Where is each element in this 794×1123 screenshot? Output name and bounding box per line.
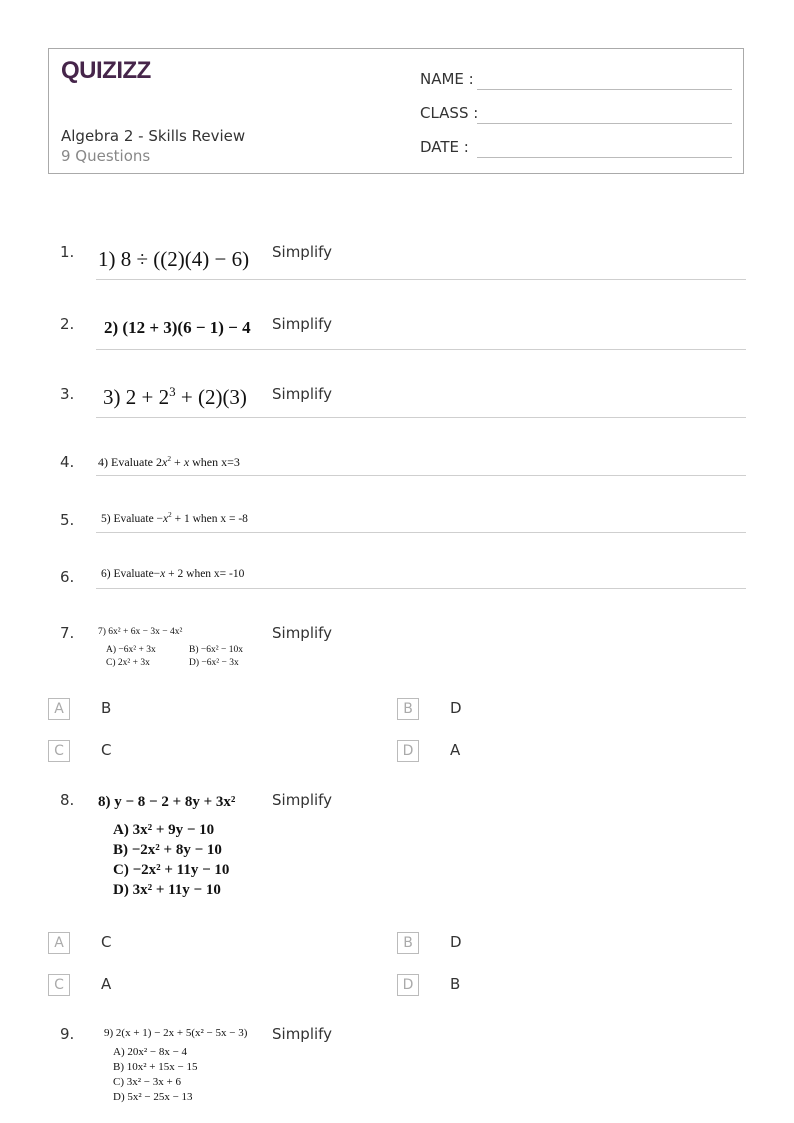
option-text: C bbox=[101, 741, 112, 759]
question-number: 7. bbox=[60, 624, 75, 642]
choice-c: C) −2x² + 11y − 10 bbox=[113, 862, 230, 878]
question-number: 1. bbox=[60, 243, 75, 261]
question-number: 2. bbox=[60, 315, 75, 333]
option-text: B bbox=[450, 975, 461, 993]
question-text: Simplify bbox=[272, 791, 333, 809]
choice-d: D) 3x² + 11y − 10 bbox=[113, 882, 221, 898]
question-7-stem: 7) 6x² + 6x − 3x − 4x² bbox=[98, 627, 183, 637]
choice-c: C) 2x² + 3x bbox=[106, 658, 150, 668]
question-text: Simplify bbox=[272, 624, 333, 642]
choice-b: B) −2x² + 8y − 10 bbox=[113, 842, 222, 858]
option-letter-box[interactable]: D bbox=[397, 740, 419, 762]
quizizz-logo: QUIZIZZ bbox=[61, 57, 151, 84]
option-letter-box[interactable]: A bbox=[48, 698, 70, 720]
option-letter-box[interactable]: B bbox=[397, 932, 419, 954]
question-number: 8. bbox=[60, 791, 75, 809]
choice-a: A) 3x² + 9y − 10 bbox=[113, 822, 215, 838]
option-letter-box[interactable]: B bbox=[397, 698, 419, 720]
option-letter-box[interactable]: A bbox=[48, 932, 70, 954]
worksheet-title: Algebra 2 - Skills Review bbox=[61, 127, 246, 145]
separator bbox=[96, 349, 746, 350]
question-number: 4. bbox=[60, 453, 75, 471]
option-text: B bbox=[101, 699, 112, 717]
question-3-image: 3) $2 + 2^3 + (2)(3)$ bbox=[103, 384, 247, 409]
date-label: DATE : bbox=[420, 138, 469, 156]
option-text: D bbox=[450, 699, 462, 717]
separator bbox=[96, 417, 746, 418]
worksheet-header bbox=[48, 48, 744, 174]
question-5-image: 5) Evaluate $-x^2 + 1$ when x = -8 bbox=[101, 511, 248, 525]
choice-b: B) −6x² − 10x bbox=[189, 645, 243, 655]
question-number: 3. bbox=[60, 385, 75, 403]
option-text: A bbox=[101, 975, 112, 993]
choice-b: B) 10x² + 15x − 15 bbox=[113, 1061, 198, 1073]
class-label: CLASS : bbox=[420, 104, 479, 122]
option-text: C bbox=[101, 933, 112, 951]
date-field[interactable] bbox=[420, 136, 740, 158]
question-1-image: 1) 8 ÷ ((2)(4) − 6) bbox=[98, 247, 250, 271]
choice-a: A) 20x² − 8x − 4 bbox=[113, 1046, 188, 1058]
question-9-choices bbox=[113, 1045, 197, 1105]
choice-d: D) −6x² − 3x bbox=[189, 658, 239, 668]
question-2-image: 2) (12 + 3)(6 − 1) − 4 bbox=[104, 318, 251, 337]
name-label: NAME : bbox=[420, 70, 474, 88]
option-letter-box[interactable]: C bbox=[48, 974, 70, 996]
question-4-image: 4) Evaluate $2x^2 + x$ when x=3 bbox=[98, 454, 240, 469]
separator bbox=[96, 279, 746, 280]
question-text: Simplify bbox=[272, 1025, 333, 1043]
choice-c: C) 3x² − 3x + 6 bbox=[113, 1076, 181, 1088]
question-text: Simplify bbox=[272, 243, 333, 261]
option-text: A bbox=[450, 741, 461, 759]
name-line[interactable] bbox=[477, 89, 732, 90]
question-8-choices bbox=[113, 820, 229, 900]
question-count: 9 Questions bbox=[61, 147, 151, 165]
question-text: Simplify bbox=[272, 385, 333, 403]
separator bbox=[96, 532, 746, 533]
option-text: D bbox=[450, 933, 462, 951]
option-letter-box[interactable]: C bbox=[48, 740, 70, 762]
question-number: 5. bbox=[60, 511, 75, 529]
name-field[interactable] bbox=[420, 68, 740, 90]
option-letter-box[interactable]: D bbox=[397, 974, 419, 996]
question-6-image: 6) Evaluate−x + 2 when x= -10 bbox=[101, 568, 245, 580]
question-text: Simplify bbox=[272, 315, 333, 333]
question-9-stem: 9) 2(x + 1) − 2x + 5(x² − 5x − 3) bbox=[104, 1027, 248, 1039]
date-line[interactable] bbox=[477, 157, 732, 158]
question-number: 6. bbox=[60, 568, 75, 586]
class-field[interactable] bbox=[420, 102, 740, 124]
class-line[interactable] bbox=[477, 123, 732, 124]
question-8-stem: 8) y − 8 − 2 + 8y + 3x² bbox=[98, 794, 236, 810]
choice-a: A) −6x² + 3x bbox=[106, 645, 156, 655]
question-number: 9. bbox=[60, 1025, 75, 1043]
separator bbox=[96, 588, 746, 589]
separator bbox=[96, 475, 746, 476]
choice-d: D) 5x² − 25x − 13 bbox=[113, 1091, 193, 1103]
